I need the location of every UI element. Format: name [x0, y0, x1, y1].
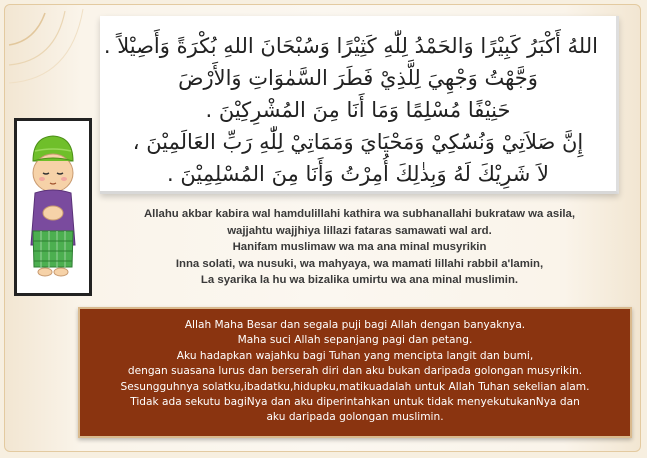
arabic-line: لاَ شَرِيْكَ لَهُ وَبِذٰلِكَ أُمِرْتُ وَأَنَا مِنَ المُسْلِمِيْنَ . [167, 162, 549, 186]
translation-line: Sesungguhnya solatku,ibadatku,hidupku,matikuadalah untuk Allah Tuhan sekelian alam. [120, 380, 590, 393]
transliteration-line: Allahu akbar kabira wal hamdulillahi kathira wa subhanallahi bukrataw wa asila, [143, 208, 576, 220]
translation-line: Maha suci Allah sepanjang pagi dan petang. [237, 334, 473, 347]
arabic-line: إِنَّ صَلاَتِيْ وَنُسُكِيْ وَمَحْيَايَ وَمَمَاتِيْ لِلّٰهِ رَبِّ العَالَمِيْنَ ، [132, 130, 584, 154]
translation-line: aku daripada golongan muslimin. [266, 411, 444, 424]
translation-line: Tidak ada sekutu bagiNya dan aku diperintahkan untuk tidak menyekutukanNya dan [130, 396, 580, 409]
transliteration-line: wajjahtu wajjhiya lillazi fataras samawati wal ard. [227, 224, 492, 237]
transliteration-line: Hanifam muslimaw wa ma ana minal musyrikin [232, 241, 487, 254]
praying-boy-illustration [17, 121, 89, 293]
translation-line: Allah Maha Besar dan segala puji bagi Allah dengan banyaknya. [184, 319, 526, 331]
translation-line: Aku hadapkan wajahku bagi Tuhan yang mencipta langit dan bumi, [176, 349, 534, 362]
arabic-line: وَجَّهْتُ وَجْهِيَ لِلَّذِيْ فَطَرَ السَّمٰوَاتِ وَالأَرْضَ [178, 66, 538, 90]
arabic-line: حَنِيْفًا مُسْلِمًا وَمَا أَنَا مِنَ المُشْرِكِيْنَ . [205, 98, 511, 122]
transliteration-block [96, 206, 623, 289]
corner-swirl-decoration [5, 5, 115, 115]
transliteration-line: Inna solati, wa nusuki, wa mahyaya, wa mamati lillahi rabbil a'lamin, [175, 257, 544, 270]
transliteration-line: La syarika la hu wa bizalika umirtu wa ana minal muslimin. [200, 274, 519, 287]
arabic-text-box [100, 16, 619, 194]
arabic-line: اللهُ أَكْبَرُ كَبِيْرًا وَالحَمْدُ لِلّٰهِ كَثِيْرًا وَسُبْحَانَ اللهِ بُكْرَةً وَأَصِيْلاً . [103, 34, 598, 58]
malay-translation-box [78, 307, 632, 438]
translation-line: dengan suasana lurus dan berserah diri dan aku bukan daripada golongan musyrikin. [127, 365, 583, 378]
praying-boy-picture-frame [14, 118, 92, 296]
